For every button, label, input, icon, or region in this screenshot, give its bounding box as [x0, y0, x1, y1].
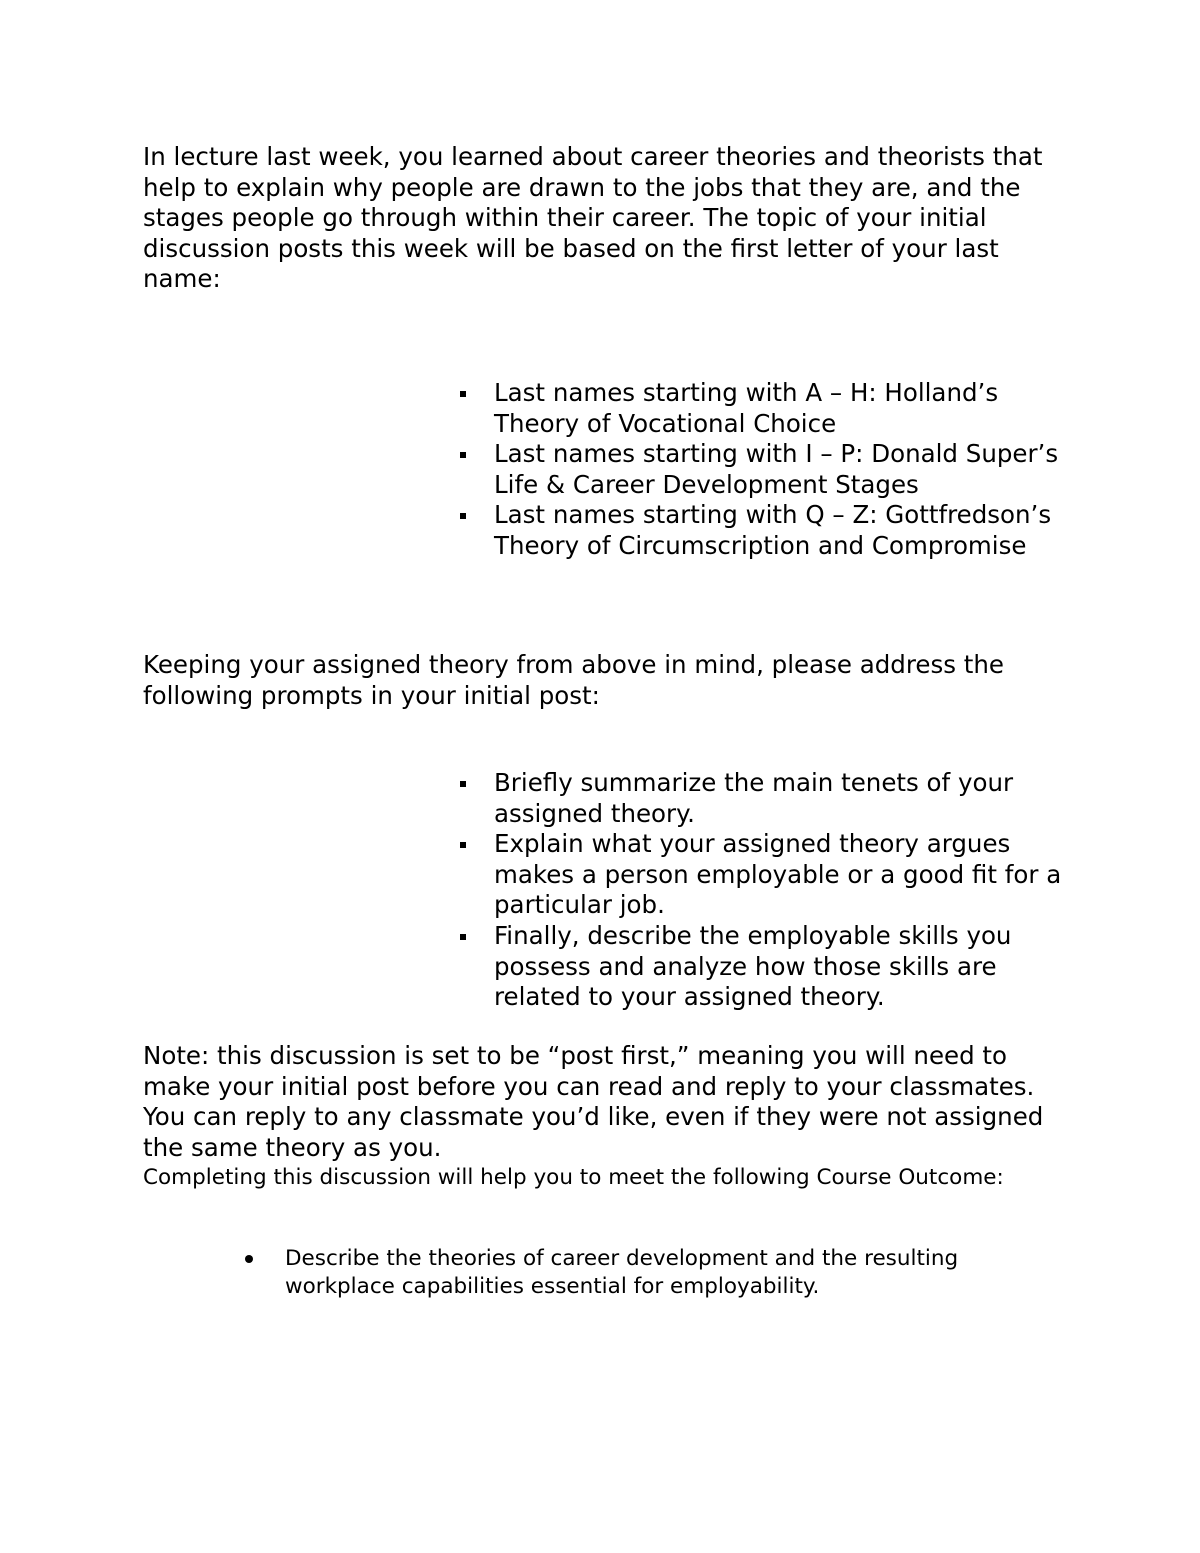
list-item	[460, 500, 1080, 561]
list-item	[460, 829, 1080, 921]
list-item	[460, 768, 1080, 829]
course-outcome-intro: Completing this discussion will help you to meet the following Course Outcome:	[143, 1165, 1004, 1190]
theory-assignment-text: Last names starting with A – H: Holland’s Theory of Vocational Choice	[494, 378, 999, 438]
list-item	[245, 1245, 1065, 1300]
course-outcome-text: Describe the theories of career development and the resulting workplace capabilities essential for employability.	[285, 1246, 959, 1299]
square-bullet-icon	[460, 934, 466, 940]
note-paragraph: Note: this discussion is set to be “post first,” meaning you will need to make your initial post before you can read and reply to your classmates. You can reply to any classmate you’d like, even if they were not assigned the same theory as you.	[143, 1041, 1044, 1162]
square-bullet-icon	[460, 513, 466, 519]
square-bullet-icon	[460, 842, 466, 848]
course-outcome-list	[245, 1245, 1065, 1300]
theory-assignment-text: Last names starting with Q – Z: Gottfredson’s Theory of Circumscription and Compromise	[494, 500, 1052, 560]
square-bullet-icon	[460, 452, 466, 458]
theory-assignment-list	[460, 378, 1080, 562]
list-item	[460, 439, 1080, 500]
round-bullet-icon	[245, 1255, 253, 1263]
prompt-text: Briefly summarize the main tenets of your assigned theory.	[494, 768, 1014, 828]
square-bullet-icon	[460, 391, 466, 397]
prompt-intro-paragraph: Keeping your assigned theory from above in mind, please address the following prompts in your initial post:	[143, 650, 1004, 710]
prompt-list	[460, 768, 1080, 1013]
list-item	[460, 921, 1080, 1013]
prompt-text: Explain what your assigned theory argues makes a person employable or a good fit for a particular job.	[494, 829, 1062, 920]
prompt-text: Finally, describe the employable skills you possess and analyze how those skills are related to your assigned theory.	[494, 920, 1012, 1012]
square-bullet-icon	[460, 781, 466, 787]
intro-paragraph: In lecture last week, you learned about career theories and theorists that help to explain why people are drawn to the jobs that they are, and the stages people go through within their career. The topic of your initial discussion posts this week will be based on the first letter of your last name:	[143, 142, 1043, 294]
theory-assignment-text: Last names starting with I – P: Donald Super’s Life & Career Development Stages	[494, 439, 1059, 499]
list-item	[460, 378, 1080, 439]
